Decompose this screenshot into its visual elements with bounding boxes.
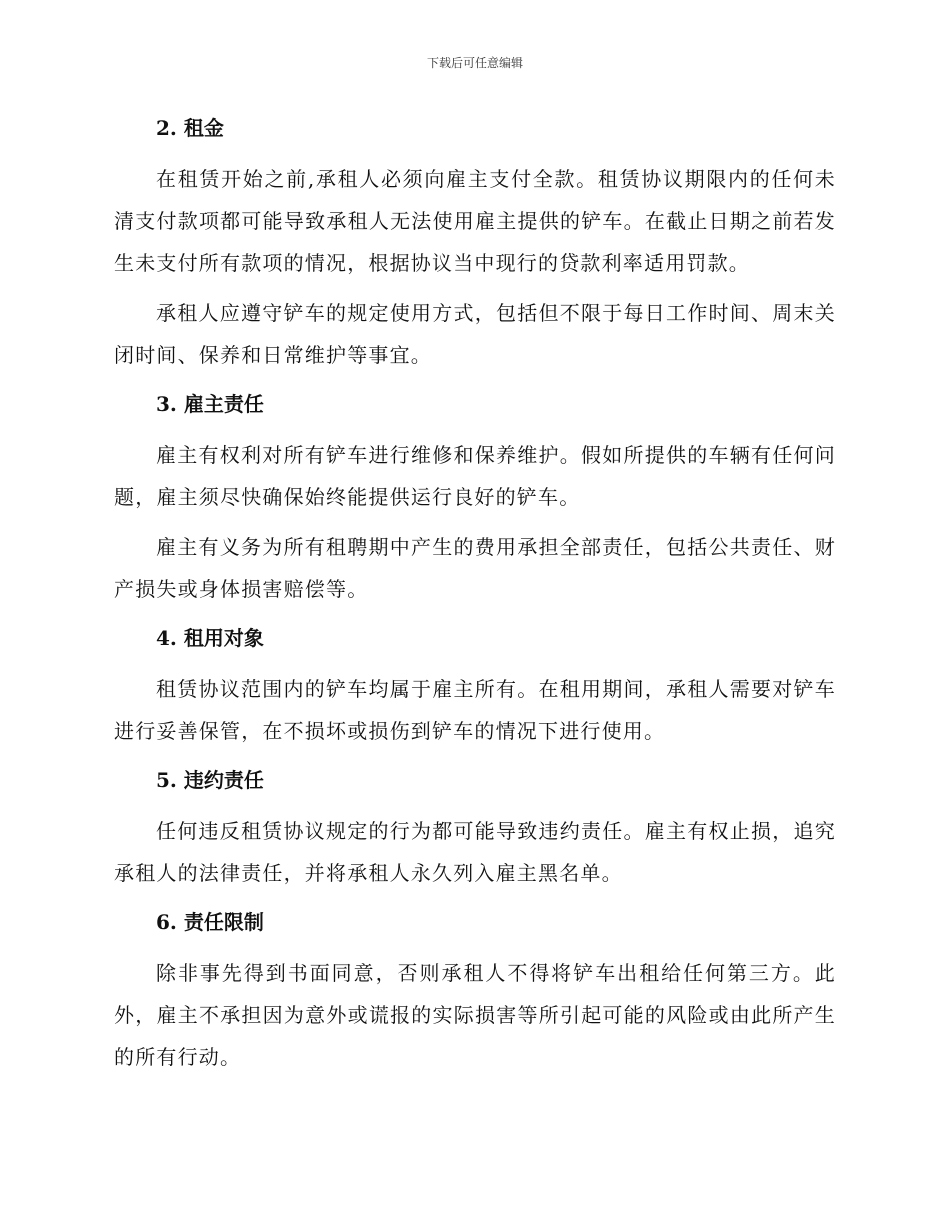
section-rental-object xyxy=(114,618,836,752)
section-heading: 3. 雇主责任 xyxy=(156,392,264,416)
paragraph: 承租人应遵守铲车的规定使用方式，包括但不限于每日工作时间、周末关闭时间、保养和日常维护等事宜。 xyxy=(114,301,836,367)
paragraph: 租赁协议范围内的铲车均属于雇主所有。在租用期间，承租人需要对铲车进行妥善保管，在不损坏或损伤到铲车的情况下进行使用。 xyxy=(114,677,836,743)
section-liability-limitation xyxy=(114,902,836,1078)
page-header: 下载后可任意编辑 xyxy=(426,56,523,70)
section-heading: 2. 租金 xyxy=(156,116,224,140)
document-body xyxy=(114,108,836,1086)
section-rent xyxy=(114,108,836,376)
section-heading: 4. 租用对象 xyxy=(156,626,264,650)
paragraph: 雇主有义务为所有租聘期中产生的费用承担全部责任，包括公共责任、财产损失或身体损害赔偿等。 xyxy=(114,535,836,601)
section-breach-liability xyxy=(114,760,836,894)
paragraph: 任何违反租赁协议规定的行为都可能导致违约责任。雇主有权止损，追究承租人的法律责任，并将承租人永久列入雇主黑名单。 xyxy=(114,819,836,885)
paragraph: 在租赁开始之前,承租人必须向雇主支付全款。租赁协议期限内的任何未清支付款项都可能导致承租人无法使用雇主提供的铲车。在截止日期之前若发生未支付所有款项的情况，根据协议当中现行的贷款利率适用罚款。 xyxy=(114,167,836,275)
section-heading: 5. 违约责任 xyxy=(156,768,264,792)
section-employer-responsibility xyxy=(114,384,836,610)
paragraph: 除非事先得到书面同意，否则承租人不得将铲车出租给任何第三方。此外，雇主不承担因为意外或谎报的实际损害等所引起可能的风险或由此所产生的所有行动。 xyxy=(114,961,836,1069)
paragraph: 雇主有权利对所有铲车进行维修和保养维护。假如所提供的车辆有任何问题，雇主须尽快确保始终能提供运行良好的铲车。 xyxy=(114,443,836,509)
section-heading: 6. 责任限制 xyxy=(156,910,264,934)
